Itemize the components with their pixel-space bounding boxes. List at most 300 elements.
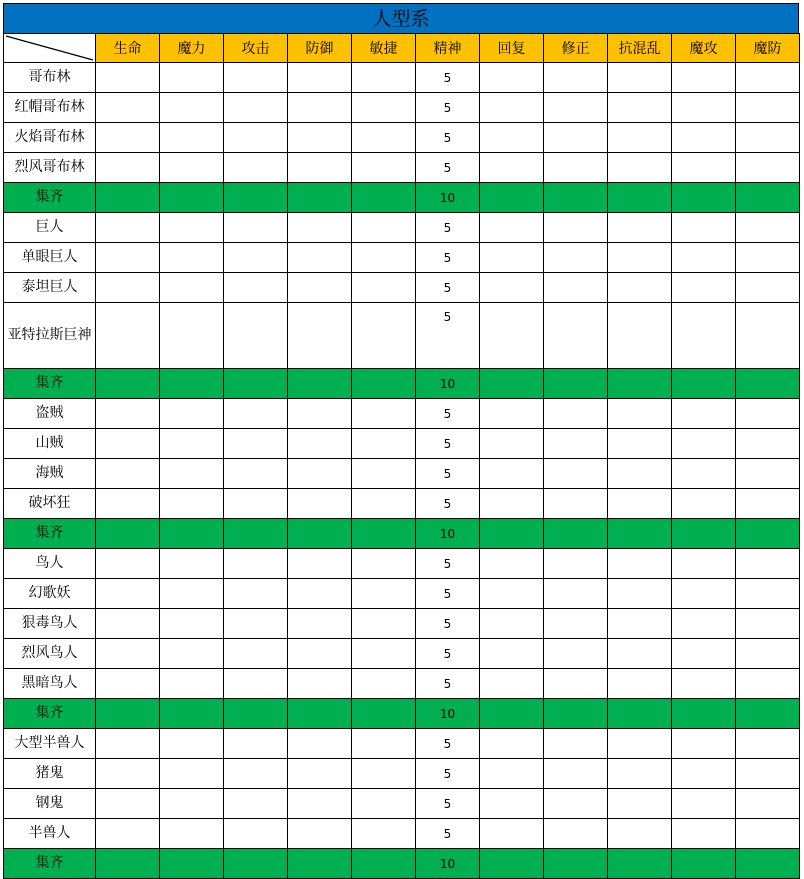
empty-cell[interactable] xyxy=(224,303,288,369)
empty-cell[interactable] xyxy=(608,519,672,549)
value-cell[interactable]: 5 xyxy=(416,669,480,699)
empty-cell[interactable] xyxy=(544,63,608,93)
empty-cell[interactable] xyxy=(160,399,224,429)
empty-cell[interactable] xyxy=(96,699,160,729)
empty-cell[interactable] xyxy=(352,273,416,303)
empty-cell[interactable] xyxy=(736,519,800,549)
empty-cell[interactable] xyxy=(224,123,288,153)
value-cell[interactable]: 5 xyxy=(416,819,480,849)
empty-cell[interactable] xyxy=(544,153,608,183)
empty-cell[interactable] xyxy=(96,369,160,399)
empty-cell[interactable] xyxy=(544,243,608,273)
empty-cell[interactable] xyxy=(224,429,288,459)
empty-cell[interactable] xyxy=(96,819,160,849)
empty-cell[interactable] xyxy=(480,489,544,519)
empty-cell[interactable] xyxy=(544,579,608,609)
empty-cell[interactable] xyxy=(96,519,160,549)
empty-cell[interactable] xyxy=(224,459,288,489)
empty-cell[interactable] xyxy=(672,519,736,549)
value-cell[interactable]: 5 xyxy=(416,243,480,273)
empty-cell[interactable] xyxy=(672,183,736,213)
column-header[interactable]: 防御 xyxy=(288,34,352,63)
empty-cell[interactable] xyxy=(672,369,736,399)
empty-cell[interactable] xyxy=(608,489,672,519)
empty-cell[interactable] xyxy=(544,459,608,489)
value-cell[interactable]: 5 xyxy=(416,123,480,153)
empty-cell[interactable] xyxy=(96,153,160,183)
column-header[interactable]: 抗混乱 xyxy=(608,34,672,63)
row-name-cell[interactable]: 集齐 xyxy=(4,183,96,213)
empty-cell[interactable] xyxy=(352,183,416,213)
empty-cell[interactable] xyxy=(96,759,160,789)
value-cell[interactable]: 10 xyxy=(416,183,480,213)
empty-cell[interactable] xyxy=(160,243,224,273)
empty-cell[interactable] xyxy=(736,729,800,759)
empty-cell[interactable] xyxy=(480,243,544,273)
empty-cell[interactable] xyxy=(352,243,416,273)
empty-cell[interactable] xyxy=(608,303,672,369)
empty-cell[interactable] xyxy=(608,123,672,153)
empty-cell[interactable] xyxy=(288,549,352,579)
empty-cell[interactable] xyxy=(736,303,800,369)
empty-cell[interactable] xyxy=(672,759,736,789)
empty-cell[interactable] xyxy=(608,699,672,729)
empty-cell[interactable] xyxy=(480,759,544,789)
empty-cell[interactable] xyxy=(160,849,224,879)
empty-cell[interactable] xyxy=(96,123,160,153)
empty-cell[interactable] xyxy=(288,213,352,243)
empty-cell[interactable] xyxy=(352,63,416,93)
empty-cell[interactable] xyxy=(736,369,800,399)
empty-cell[interactable] xyxy=(96,849,160,879)
column-header[interactable]: 攻击 xyxy=(224,34,288,63)
empty-cell[interactable] xyxy=(224,849,288,879)
empty-cell[interactable] xyxy=(480,183,544,213)
empty-cell[interactable] xyxy=(736,579,800,609)
empty-cell[interactable] xyxy=(544,639,608,669)
empty-cell[interactable] xyxy=(608,213,672,243)
empty-cell[interactable] xyxy=(608,459,672,489)
column-header[interactable]: 魔攻 xyxy=(672,34,736,63)
empty-cell[interactable] xyxy=(672,63,736,93)
empty-cell[interactable] xyxy=(160,729,224,759)
empty-cell[interactable] xyxy=(672,489,736,519)
empty-cell[interactable] xyxy=(736,609,800,639)
empty-cell[interactable] xyxy=(288,93,352,123)
empty-cell[interactable] xyxy=(608,789,672,819)
empty-cell[interactable] xyxy=(160,63,224,93)
empty-cell[interactable] xyxy=(544,699,608,729)
row-name-cell[interactable]: 集齐 xyxy=(4,369,96,399)
empty-cell[interactable] xyxy=(224,819,288,849)
value-cell[interactable]: 5 xyxy=(416,93,480,123)
empty-cell[interactable] xyxy=(480,93,544,123)
row-name-cell[interactable]: 红帽哥布林 xyxy=(4,93,96,123)
value-cell[interactable]: 5 xyxy=(416,429,480,459)
row-name-cell[interactable]: 大型半兽人 xyxy=(4,729,96,759)
value-cell[interactable]: 10 xyxy=(416,849,480,879)
value-cell[interactable]: 5 xyxy=(416,579,480,609)
empty-cell[interactable] xyxy=(352,669,416,699)
empty-cell[interactable] xyxy=(672,303,736,369)
empty-cell[interactable] xyxy=(544,303,608,369)
empty-cell[interactable] xyxy=(544,549,608,579)
empty-cell[interactable] xyxy=(352,303,416,369)
empty-cell[interactable] xyxy=(96,669,160,699)
row-name-cell[interactable]: 烈风鸟人 xyxy=(4,639,96,669)
empty-cell[interactable] xyxy=(480,819,544,849)
empty-cell[interactable] xyxy=(352,759,416,789)
value-cell[interactable]: 5 xyxy=(416,729,480,759)
empty-cell[interactable] xyxy=(608,609,672,639)
empty-cell[interactable] xyxy=(672,429,736,459)
value-cell[interactable]: 5 xyxy=(416,489,480,519)
empty-cell[interactable] xyxy=(672,849,736,879)
empty-cell[interactable] xyxy=(288,123,352,153)
empty-cell[interactable] xyxy=(480,123,544,153)
empty-cell[interactable] xyxy=(288,789,352,819)
empty-cell[interactable] xyxy=(480,849,544,879)
value-cell[interactable]: 5 xyxy=(416,549,480,579)
empty-cell[interactable] xyxy=(736,489,800,519)
empty-cell[interactable] xyxy=(480,699,544,729)
empty-cell[interactable] xyxy=(608,549,672,579)
empty-cell[interactable] xyxy=(352,123,416,153)
empty-cell[interactable] xyxy=(160,819,224,849)
empty-cell[interactable] xyxy=(224,369,288,399)
empty-cell[interactable] xyxy=(480,729,544,759)
empty-cell[interactable] xyxy=(352,639,416,669)
empty-cell[interactable] xyxy=(224,489,288,519)
empty-cell[interactable] xyxy=(352,519,416,549)
empty-cell[interactable] xyxy=(544,183,608,213)
empty-cell[interactable] xyxy=(160,153,224,183)
row-name-cell[interactable]: 哥布林 xyxy=(4,63,96,93)
empty-cell[interactable] xyxy=(352,93,416,123)
empty-cell[interactable] xyxy=(96,273,160,303)
empty-cell[interactable] xyxy=(672,459,736,489)
empty-cell[interactable] xyxy=(480,153,544,183)
row-name-cell[interactable]: 破坏狂 xyxy=(4,489,96,519)
empty-cell[interactable] xyxy=(160,183,224,213)
empty-cell[interactable] xyxy=(544,273,608,303)
empty-cell[interactable] xyxy=(736,183,800,213)
empty-cell[interactable] xyxy=(288,303,352,369)
empty-cell[interactable] xyxy=(608,429,672,459)
value-cell[interactable]: 5 xyxy=(416,399,480,429)
empty-cell[interactable] xyxy=(672,123,736,153)
empty-cell[interactable] xyxy=(480,369,544,399)
value-cell[interactable]: 5 xyxy=(416,609,480,639)
row-name-cell[interactable]: 巨人 xyxy=(4,213,96,243)
empty-cell[interactable] xyxy=(736,699,800,729)
empty-cell[interactable] xyxy=(288,489,352,519)
empty-cell[interactable] xyxy=(224,213,288,243)
value-cell[interactable]: 5 xyxy=(416,303,480,369)
empty-cell[interactable] xyxy=(544,369,608,399)
empty-cell[interactable] xyxy=(736,123,800,153)
empty-cell[interactable] xyxy=(736,639,800,669)
empty-cell[interactable] xyxy=(672,669,736,699)
empty-cell[interactable] xyxy=(288,459,352,489)
empty-cell[interactable] xyxy=(160,669,224,699)
empty-cell[interactable] xyxy=(288,639,352,669)
empty-cell[interactable] xyxy=(160,789,224,819)
empty-cell[interactable] xyxy=(608,669,672,699)
empty-cell[interactable] xyxy=(96,639,160,669)
empty-cell[interactable] xyxy=(672,579,736,609)
value-cell[interactable]: 10 xyxy=(416,699,480,729)
empty-cell[interactable] xyxy=(480,579,544,609)
row-name-cell[interactable]: 钢鬼 xyxy=(4,789,96,819)
row-name-cell[interactable]: 亚特拉斯巨神 xyxy=(4,303,96,369)
empty-cell[interactable] xyxy=(288,63,352,93)
empty-cell[interactable] xyxy=(544,519,608,549)
empty-cell[interactable] xyxy=(352,849,416,879)
empty-cell[interactable] xyxy=(224,273,288,303)
empty-cell[interactable] xyxy=(672,819,736,849)
empty-cell[interactable] xyxy=(352,729,416,759)
empty-cell[interactable] xyxy=(480,609,544,639)
empty-cell[interactable] xyxy=(608,639,672,669)
empty-cell[interactable] xyxy=(736,429,800,459)
empty-cell[interactable] xyxy=(224,243,288,273)
empty-cell[interactable] xyxy=(160,429,224,459)
empty-cell[interactable] xyxy=(224,639,288,669)
empty-cell[interactable] xyxy=(736,789,800,819)
row-name-cell[interactable]: 鸟人 xyxy=(4,549,96,579)
empty-cell[interactable] xyxy=(288,183,352,213)
empty-cell[interactable] xyxy=(160,549,224,579)
value-cell[interactable]: 5 xyxy=(416,759,480,789)
empty-cell[interactable] xyxy=(288,399,352,429)
empty-cell[interactable] xyxy=(352,429,416,459)
empty-cell[interactable] xyxy=(96,63,160,93)
empty-cell[interactable] xyxy=(672,213,736,243)
empty-cell[interactable] xyxy=(96,213,160,243)
empty-cell[interactable] xyxy=(672,609,736,639)
empty-cell[interactable] xyxy=(352,369,416,399)
column-header[interactable]: 敏捷 xyxy=(352,34,416,63)
row-name-cell[interactable]: 猪鬼 xyxy=(4,759,96,789)
empty-cell[interactable] xyxy=(736,93,800,123)
empty-cell[interactable] xyxy=(352,579,416,609)
empty-cell[interactable] xyxy=(224,759,288,789)
empty-cell[interactable] xyxy=(544,849,608,879)
column-header[interactable]: 生命 xyxy=(96,34,160,63)
empty-cell[interactable] xyxy=(96,729,160,759)
empty-cell[interactable] xyxy=(352,699,416,729)
empty-cell[interactable] xyxy=(224,699,288,729)
empty-cell[interactable] xyxy=(224,609,288,639)
empty-cell[interactable] xyxy=(736,153,800,183)
empty-cell[interactable] xyxy=(608,63,672,93)
empty-cell[interactable] xyxy=(672,153,736,183)
empty-cell[interactable] xyxy=(288,243,352,273)
empty-cell[interactable] xyxy=(288,669,352,699)
empty-cell[interactable] xyxy=(160,759,224,789)
column-header[interactable]: 魔防 xyxy=(736,34,800,63)
empty-cell[interactable] xyxy=(288,153,352,183)
empty-cell[interactable] xyxy=(480,273,544,303)
empty-cell[interactable] xyxy=(288,729,352,759)
column-header[interactable]: 精神 xyxy=(416,34,480,63)
empty-cell[interactable] xyxy=(288,609,352,639)
empty-cell[interactable] xyxy=(672,729,736,759)
empty-cell[interactable] xyxy=(352,819,416,849)
empty-cell[interactable] xyxy=(608,369,672,399)
empty-cell[interactable] xyxy=(736,459,800,489)
empty-cell[interactable] xyxy=(672,549,736,579)
row-name-cell[interactable]: 海贼 xyxy=(4,459,96,489)
empty-cell[interactable] xyxy=(352,549,416,579)
empty-cell[interactable] xyxy=(288,429,352,459)
empty-cell[interactable] xyxy=(544,399,608,429)
row-name-cell[interactable]: 烈风哥布林 xyxy=(4,153,96,183)
empty-cell[interactable] xyxy=(224,63,288,93)
empty-cell[interactable] xyxy=(672,699,736,729)
row-name-cell[interactable]: 单眼巨人 xyxy=(4,243,96,273)
empty-cell[interactable] xyxy=(352,399,416,429)
empty-cell[interactable] xyxy=(224,183,288,213)
row-name-cell[interactable]: 黑暗鸟人 xyxy=(4,669,96,699)
diagonal-header-cell[interactable] xyxy=(4,34,96,63)
empty-cell[interactable] xyxy=(736,399,800,429)
empty-cell[interactable] xyxy=(352,489,416,519)
empty-cell[interactable] xyxy=(480,63,544,93)
column-header[interactable]: 回复 xyxy=(480,34,544,63)
empty-cell[interactable] xyxy=(480,303,544,369)
empty-cell[interactable] xyxy=(160,123,224,153)
empty-cell[interactable] xyxy=(736,819,800,849)
empty-cell[interactable] xyxy=(224,399,288,429)
empty-cell[interactable] xyxy=(736,213,800,243)
empty-cell[interactable] xyxy=(608,183,672,213)
empty-cell[interactable] xyxy=(608,399,672,429)
empty-cell[interactable] xyxy=(160,213,224,243)
empty-cell[interactable] xyxy=(736,549,800,579)
empty-cell[interactable] xyxy=(160,303,224,369)
column-header[interactable]: 魔力 xyxy=(160,34,224,63)
empty-cell[interactable] xyxy=(224,93,288,123)
empty-cell[interactable] xyxy=(224,729,288,759)
empty-cell[interactable] xyxy=(96,579,160,609)
empty-cell[interactable] xyxy=(608,93,672,123)
empty-cell[interactable] xyxy=(224,549,288,579)
empty-cell[interactable] xyxy=(352,789,416,819)
empty-cell[interactable] xyxy=(96,399,160,429)
empty-cell[interactable] xyxy=(544,213,608,243)
row-name-cell[interactable]: 集齐 xyxy=(4,849,96,879)
empty-cell[interactable] xyxy=(96,429,160,459)
value-cell[interactable]: 5 xyxy=(416,459,480,489)
empty-cell[interactable] xyxy=(672,273,736,303)
empty-cell[interactable] xyxy=(544,429,608,459)
empty-cell[interactable] xyxy=(544,759,608,789)
row-name-cell[interactable]: 火焰哥布林 xyxy=(4,123,96,153)
empty-cell[interactable] xyxy=(544,93,608,123)
value-cell[interactable]: 5 xyxy=(416,63,480,93)
value-cell[interactable]: 5 xyxy=(416,153,480,183)
empty-cell[interactable] xyxy=(544,789,608,819)
value-cell[interactable]: 5 xyxy=(416,213,480,243)
empty-cell[interactable] xyxy=(160,459,224,489)
empty-cell[interactable] xyxy=(480,549,544,579)
empty-cell[interactable] xyxy=(544,609,608,639)
empty-cell[interactable] xyxy=(96,549,160,579)
empty-cell[interactable] xyxy=(736,849,800,879)
empty-cell[interactable] xyxy=(288,579,352,609)
empty-cell[interactable] xyxy=(160,639,224,669)
empty-cell[interactable] xyxy=(160,699,224,729)
empty-cell[interactable] xyxy=(288,519,352,549)
empty-cell[interactable] xyxy=(608,579,672,609)
empty-cell[interactable] xyxy=(544,669,608,699)
empty-cell[interactable] xyxy=(352,609,416,639)
value-cell[interactable]: 10 xyxy=(416,369,480,399)
empty-cell[interactable] xyxy=(608,243,672,273)
empty-cell[interactable] xyxy=(480,519,544,549)
value-cell[interactable]: 5 xyxy=(416,639,480,669)
empty-cell[interactable] xyxy=(608,849,672,879)
empty-cell[interactable] xyxy=(608,729,672,759)
row-name-cell[interactable]: 集齐 xyxy=(4,699,96,729)
empty-cell[interactable] xyxy=(736,759,800,789)
empty-cell[interactable] xyxy=(96,303,160,369)
empty-cell[interactable] xyxy=(352,459,416,489)
row-name-cell[interactable]: 集齐 xyxy=(4,519,96,549)
empty-cell[interactable] xyxy=(288,273,352,303)
empty-cell[interactable] xyxy=(736,63,800,93)
empty-cell[interactable] xyxy=(544,729,608,759)
empty-cell[interactable] xyxy=(224,669,288,699)
empty-cell[interactable] xyxy=(96,183,160,213)
empty-cell[interactable] xyxy=(288,849,352,879)
empty-cell[interactable] xyxy=(608,153,672,183)
value-cell[interactable]: 5 xyxy=(416,273,480,303)
empty-cell[interactable] xyxy=(352,153,416,183)
empty-cell[interactable] xyxy=(480,399,544,429)
empty-cell[interactable] xyxy=(672,639,736,669)
empty-cell[interactable] xyxy=(224,153,288,183)
empty-cell[interactable] xyxy=(160,489,224,519)
empty-cell[interactable] xyxy=(96,243,160,273)
empty-cell[interactable] xyxy=(288,819,352,849)
empty-cell[interactable] xyxy=(544,123,608,153)
row-name-cell[interactable]: 山贼 xyxy=(4,429,96,459)
column-header[interactable]: 修正 xyxy=(544,34,608,63)
empty-cell[interactable] xyxy=(288,369,352,399)
row-name-cell[interactable]: 盗贼 xyxy=(4,399,96,429)
empty-cell[interactable] xyxy=(160,273,224,303)
empty-cell[interactable] xyxy=(672,243,736,273)
empty-cell[interactable] xyxy=(544,489,608,519)
empty-cell[interactable] xyxy=(224,519,288,549)
empty-cell[interactable] xyxy=(608,273,672,303)
empty-cell[interactable] xyxy=(160,519,224,549)
row-name-cell[interactable]: 泰坦巨人 xyxy=(4,273,96,303)
empty-cell[interactable] xyxy=(480,213,544,243)
empty-cell[interactable] xyxy=(160,369,224,399)
empty-cell[interactable] xyxy=(544,819,608,849)
value-cell[interactable]: 5 xyxy=(416,789,480,819)
empty-cell[interactable] xyxy=(480,459,544,489)
empty-cell[interactable] xyxy=(736,243,800,273)
empty-cell[interactable] xyxy=(480,429,544,459)
empty-cell[interactable] xyxy=(96,459,160,489)
empty-cell[interactable] xyxy=(160,609,224,639)
empty-cell[interactable] xyxy=(672,789,736,819)
